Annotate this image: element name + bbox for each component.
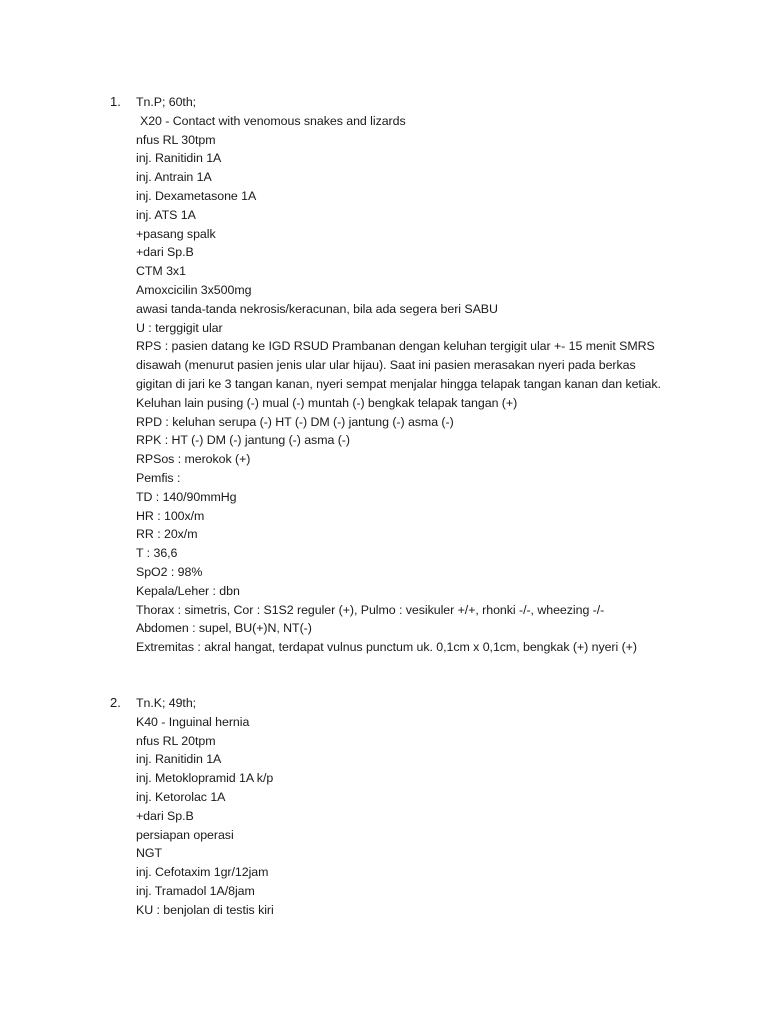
text-line: RPK : HT (-) DM (-) jantung (-) asma (-) <box>136 433 350 448</box>
text-line: disawah (menurut pasien jenis ular ular hijau). Saat ini pasien merasakan nyeri pada berkas <box>136 358 636 373</box>
case-number: 2. <box>110 695 121 710</box>
text-line: CTM 3x1 <box>136 264 186 279</box>
text-line: +dari Sp.B <box>136 245 194 260</box>
text-line: Extremitas : akral hangat, terdapat vulnus punctum uk. 0,1cm x 0,1cm, bengkak (+) nyeri (+) <box>136 640 637 655</box>
text-line: RPD : keluhan serupa (-) HT (-) DM (-) jantung (-) asma (-) <box>136 414 454 429</box>
case-number: 1. <box>110 94 121 109</box>
text-line: nfus RL 20tpm <box>136 733 216 748</box>
text-line: Abdomen : supel, BU(+)N, NT(-) <box>136 621 312 636</box>
text-line: inj. Metoklopramid 1A k/p <box>136 771 274 786</box>
text-line: RPSos : merokok (+) <box>136 452 251 467</box>
text-line: inj. Antrain 1A <box>136 170 212 185</box>
text-line: inj. Ranitidin 1A <box>136 752 222 767</box>
text-line: Keluhan lain pusing (-) mual (-) muntah (-) bengkak telapak tangan (+) <box>136 395 518 410</box>
text-line: Thorax : simetris, Cor : S1S2 reguler (+), Pulmo : vesikuler +/+, rhonki -/-, wheezing -/- <box>136 602 605 617</box>
text-line: inj. Cefotaxim 1gr/12jam <box>136 865 269 880</box>
text-line: U : terggigit ular <box>136 320 223 335</box>
text-line: inj. Ketorolac 1A <box>136 789 226 804</box>
text-line: SpO2 : 98% <box>136 564 203 579</box>
text-line: gigitan di jari ke 3 tangan kanan, nyeri sempat menjalar hingga telapak tangan kanan dan ketiak. <box>136 376 661 391</box>
text-line: Amoxcicilin 3x500mg <box>136 282 252 297</box>
text-line: +pasang spalk <box>136 226 216 241</box>
text-line: inj. Tramadol 1A/8jam <box>136 883 255 898</box>
case-lines <box>136 93 696 657</box>
text-line: NGT <box>136 846 163 861</box>
text-line: persiapan operasi <box>136 827 234 842</box>
patient-header: Tn.K; 49th; <box>136 696 197 710</box>
text-line: inj. Dexametasone 1A <box>136 188 257 203</box>
patient-header: Tn.P; 60th; <box>136 95 197 109</box>
text-line: HR : 100x/m <box>136 508 205 523</box>
text-line: nfus RL 30tpm <box>136 132 216 147</box>
text-line: inj. ATS 1A <box>136 207 196 222</box>
text-line: Pemfis : <box>136 470 181 485</box>
text-line: KU : benjolan di testis kiri <box>136 902 274 917</box>
text-line: TD : 140/90mmHg <box>136 489 237 504</box>
text-line: T : 36,6 <box>136 546 178 561</box>
diagnosis-line: X20 - Contact with venomous snakes and lizards <box>140 113 406 128</box>
text-line: Kepala/Leher : dbn <box>136 583 240 598</box>
diagnosis-line: K40 - Inguinal hernia <box>136 714 250 729</box>
text-line: RPS : pasien datang ke IGD RSUD Prambanan dengan keluhan tergigit ular +- 15 menit SMRS <box>136 339 655 354</box>
text-line: +dari Sp.B <box>136 808 194 823</box>
case-lines <box>136 694 696 920</box>
text-line: RR : 20x/m <box>136 527 198 542</box>
text-line: awasi tanda-tanda nekrosis/keracunan, bila ada segera beri SABU <box>136 301 498 316</box>
text-line: inj. Ranitidin 1A <box>136 151 222 166</box>
